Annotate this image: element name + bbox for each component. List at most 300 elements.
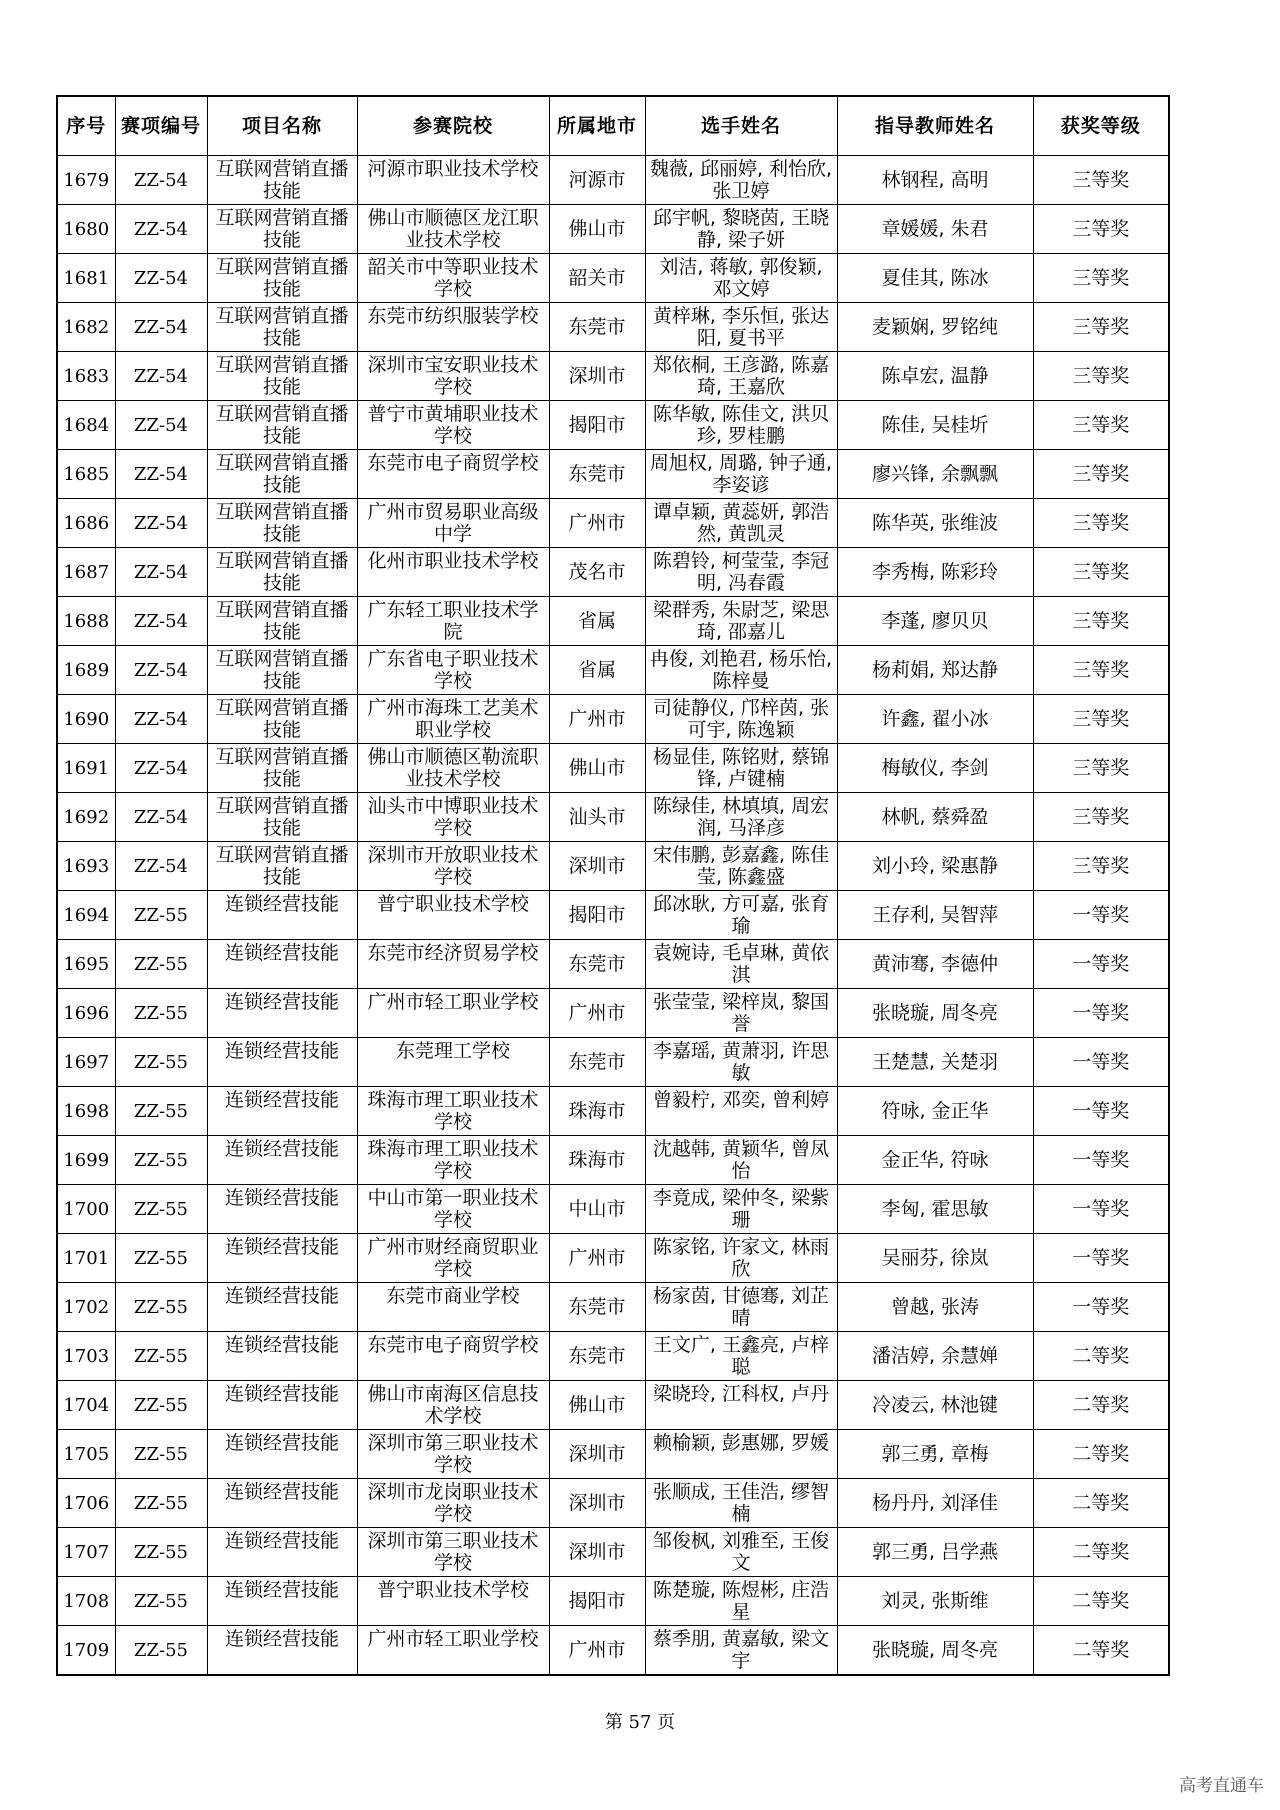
project-name-cell	[207, 597, 357, 646]
serial-number-cell: 1702	[57, 1283, 115, 1332]
school-name-text: 深圳市龙岗职业技术学校	[367, 1481, 539, 1525]
instructor-names-cell: 王存利, 吴智萍	[837, 891, 1033, 940]
school-name-text: 佛山市顺德区龙江职业技术学校	[367, 207, 539, 251]
project-name-text: 连锁经营技能	[224, 1383, 339, 1405]
instructor-names-cell: 李秀梅, 陈彩玲	[837, 548, 1033, 597]
contestant-names-text: 刘洁, 蒋敏, 郭俊颖, 邓文婷	[659, 256, 823, 300]
school-name-text: 东莞市电子商贸学校	[367, 452, 539, 474]
city-cell: 深圳市	[549, 842, 645, 891]
instructor-names-cell: 章媛媛, 朱君	[837, 205, 1033, 254]
city-cell: 深圳市	[549, 1479, 645, 1528]
school-name-text: 中山市第一职业技术学校	[367, 1187, 539, 1231]
serial-number-cell: 1679	[57, 156, 115, 205]
table-row	[57, 695, 1169, 744]
award-level-cell: 一等奖	[1033, 1185, 1169, 1234]
project-name-text: 连锁经营技能	[224, 1481, 339, 1503]
city-cell: 佛山市	[549, 205, 645, 254]
city-cell: 佛山市	[549, 744, 645, 793]
instructor-names-cell: 吴丽芬, 徐岚	[837, 1234, 1033, 1283]
contestant-names-text: 沈越韩, 黄颖华, 曾凤怡	[652, 1138, 830, 1182]
event-code-cell: ZZ-55	[115, 940, 207, 989]
table-row	[57, 597, 1169, 646]
instructor-names-cell: 郭三勇, 章梅	[837, 1430, 1033, 1479]
project-name-cell	[207, 156, 357, 205]
city-cell: 广州市	[549, 695, 645, 744]
serial-number-cell: 1707	[57, 1528, 115, 1577]
award-level-cell: 一等奖	[1033, 1136, 1169, 1185]
project-name-cell	[207, 1038, 357, 1087]
event-code-cell: ZZ-54	[115, 842, 207, 891]
event-code-cell: ZZ-54	[115, 744, 207, 793]
school-name-cell	[357, 1332, 549, 1381]
contestant-names-cell	[645, 646, 837, 695]
city-cell: 广州市	[549, 1626, 645, 1676]
serial-number-cell: 1684	[57, 401, 115, 450]
city-cell: 中山市	[549, 1185, 645, 1234]
contestant-names-cell	[645, 1528, 837, 1577]
contestant-names-text: 周旭权, 周璐, 钟子通, 李姿谚	[649, 452, 833, 496]
award-level-cell: 三等奖	[1033, 254, 1169, 303]
project-name-text: 连锁经营技能	[224, 1285, 339, 1307]
city-cell: 广州市	[549, 499, 645, 548]
award-level-cell: 一等奖	[1033, 1234, 1169, 1283]
award-level-cell: 三等奖	[1033, 646, 1169, 695]
contestant-names-text: 邹俊枫, 刘雅至, 王俊文	[652, 1530, 830, 1574]
serial-number-cell: 1696	[57, 989, 115, 1038]
table-header-row	[57, 96, 1169, 156]
table-row	[57, 646, 1169, 695]
serial-number-cell: 1693	[57, 842, 115, 891]
school-name-cell	[357, 352, 549, 401]
column-header: 指导教师姓名	[837, 96, 1033, 156]
school-name-cell	[357, 1381, 549, 1430]
project-name-text: 互联网营销直播技能	[215, 403, 349, 447]
event-code-cell: ZZ-55	[115, 1234, 207, 1283]
school-name-text: 广州市轻工职业学校	[367, 991, 539, 1013]
project-name-text: 连锁经营技能	[224, 1628, 339, 1650]
serial-number-cell: 1701	[57, 1234, 115, 1283]
table-row	[57, 303, 1169, 352]
project-name-cell	[207, 1087, 357, 1136]
table-row	[57, 1038, 1169, 1087]
school-name-text: 深圳市宝安职业技术学校	[367, 354, 539, 398]
city-cell: 汕头市	[549, 793, 645, 842]
school-name-text: 河源市职业技术学校	[367, 158, 539, 180]
project-name-text: 连锁经营技能	[224, 1236, 339, 1258]
contestant-names-text: 赖榆颖, 彭惠娜, 罗媛	[652, 1432, 830, 1454]
project-name-cell	[207, 548, 357, 597]
school-name-text: 韶关市中等职业技术学校	[367, 256, 539, 300]
school-name-cell	[357, 499, 549, 548]
column-header: 选手姓名	[645, 96, 837, 156]
serial-number-cell: 1704	[57, 1381, 115, 1430]
school-name-text: 东莞市纺织服装学校	[367, 305, 539, 327]
contestant-names-text: 谭卓颖, 黄蕊妍, 郭浩然, 黄凯灵	[652, 501, 830, 545]
project-name-text: 互联网营销直播技能	[215, 256, 349, 300]
project-name-cell	[207, 205, 357, 254]
city-cell: 揭阳市	[549, 891, 645, 940]
table-row	[57, 499, 1169, 548]
project-name-text: 连锁经营技能	[224, 1579, 339, 1601]
city-cell: 韶关市	[549, 254, 645, 303]
contestant-names-text: 李嘉瑶, 黄萧羽, 许思敏	[652, 1040, 830, 1084]
table-row	[57, 989, 1169, 1038]
instructor-names-cell: 陈华英, 张维波	[837, 499, 1033, 548]
watermark-logo-text: 高考直通车	[1179, 1776, 1264, 1796]
project-name-cell	[207, 989, 357, 1038]
instructor-names-cell: 刘小玲, 梁惠静	[837, 842, 1033, 891]
city-cell: 省属	[549, 646, 645, 695]
contestant-names-cell	[645, 1577, 837, 1626]
city-cell: 佛山市	[549, 1381, 645, 1430]
event-code-cell: ZZ-55	[115, 1136, 207, 1185]
table-row	[57, 401, 1169, 450]
school-name-cell	[357, 597, 549, 646]
city-cell: 珠海市	[549, 1136, 645, 1185]
instructor-names-cell: 王楚慧, 关楚羽	[837, 1038, 1033, 1087]
table-row	[57, 1283, 1169, 1332]
award-level-cell: 二等奖	[1033, 1430, 1169, 1479]
school-name-cell	[357, 1185, 549, 1234]
contestant-names-cell	[645, 156, 837, 205]
project-name-text: 互联网营销直播技能	[215, 452, 349, 496]
table-row	[57, 842, 1169, 891]
serial-number-cell: 1709	[57, 1626, 115, 1676]
city-cell: 深圳市	[549, 1430, 645, 1479]
project-name-cell	[207, 695, 357, 744]
school-name-text: 东莞理工学校	[395, 1040, 510, 1062]
instructor-names-cell: 张晓璇, 周冬亮	[837, 1626, 1033, 1676]
city-cell: 省属	[549, 597, 645, 646]
contestant-names-cell	[645, 450, 837, 499]
school-name-text: 广州市海珠工艺美术职业学校	[367, 697, 539, 741]
contestant-names-text: 蔡季朋, 黄嘉敏, 梁文宇	[652, 1628, 830, 1672]
contestant-names-cell	[645, 695, 837, 744]
school-name-text: 东莞市电子商贸学校	[367, 1334, 539, 1356]
table-row	[57, 1577, 1169, 1626]
project-name-text: 连锁经营技能	[224, 1187, 339, 1209]
serial-number-cell: 1690	[57, 695, 115, 744]
award-level-cell: 一等奖	[1033, 940, 1169, 989]
city-cell: 东莞市	[549, 1283, 645, 1332]
event-code-cell: ZZ-54	[115, 499, 207, 548]
school-name-cell	[357, 156, 549, 205]
school-name-cell	[357, 303, 549, 352]
project-name-cell	[207, 352, 357, 401]
instructor-names-cell: 金正华, 符咏	[837, 1136, 1033, 1185]
serial-number-cell: 1692	[57, 793, 115, 842]
project-name-text: 连锁经营技能	[224, 1089, 339, 1111]
table-row	[57, 254, 1169, 303]
project-name-text: 互联网营销直播技能	[215, 501, 349, 545]
serial-number-cell: 1682	[57, 303, 115, 352]
table-row	[57, 205, 1169, 254]
city-cell: 珠海市	[549, 1087, 645, 1136]
school-name-cell	[357, 1087, 549, 1136]
school-name-cell	[357, 695, 549, 744]
project-name-cell	[207, 499, 357, 548]
city-cell: 广州市	[549, 1234, 645, 1283]
award-level-cell: 三等奖	[1033, 842, 1169, 891]
project-name-text: 连锁经营技能	[224, 1334, 339, 1356]
city-cell: 东莞市	[549, 450, 645, 499]
table-row	[57, 1381, 1169, 1430]
contestant-names-cell	[645, 597, 837, 646]
city-cell: 广州市	[549, 989, 645, 1038]
instructor-names-cell: 陈卓宏, 温静	[837, 352, 1033, 401]
event-code-cell: ZZ-54	[115, 156, 207, 205]
project-name-text: 互联网营销直播技能	[215, 844, 349, 888]
project-name-text: 互联网营销直播技能	[215, 697, 349, 741]
serial-number-cell: 1699	[57, 1136, 115, 1185]
school-name-cell	[357, 1234, 549, 1283]
instructor-names-cell: 曾越, 张涛	[837, 1283, 1033, 1332]
school-name-cell	[357, 450, 549, 499]
project-name-text: 互联网营销直播技能	[215, 158, 349, 202]
city-cell: 东莞市	[549, 303, 645, 352]
contestant-names-text: 陈楚璇, 陈煜彬, 庄浩星	[652, 1579, 830, 1623]
table-row	[57, 1479, 1169, 1528]
award-level-cell: 三等奖	[1033, 793, 1169, 842]
contestant-names-cell	[645, 744, 837, 793]
school-name-text: 佛山市南海区信息技术学校	[367, 1383, 539, 1427]
project-name-cell	[207, 1381, 357, 1430]
award-level-cell: 一等奖	[1033, 1087, 1169, 1136]
project-name-text: 连锁经营技能	[224, 942, 339, 964]
event-code-cell: ZZ-54	[115, 352, 207, 401]
instructor-names-cell: 黄沛骞, 李德仲	[837, 940, 1033, 989]
school-name-cell	[357, 548, 549, 597]
award-level-cell: 三等奖	[1033, 352, 1169, 401]
contestant-names-cell	[645, 303, 837, 352]
school-name-text: 普宁市黄埔职业技术学校	[367, 403, 539, 447]
award-level-cell: 二等奖	[1033, 1577, 1169, 1626]
award-level-cell: 一等奖	[1033, 989, 1169, 1038]
school-name-text: 深圳市第三职业技术学校	[367, 1432, 539, 1476]
school-name-text: 化州市职业技术学校	[367, 550, 539, 572]
column-header: 项目名称	[207, 96, 357, 156]
contestant-names-cell	[645, 1479, 837, 1528]
school-name-cell	[357, 1038, 549, 1087]
city-cell: 东莞市	[549, 940, 645, 989]
contestant-names-text: 陈华敏, 陈佳文, 洪贝珍, 罗桂鹏	[652, 403, 830, 447]
contestant-names-text: 陈家铭, 许家文, 林雨欣	[652, 1236, 830, 1280]
contestant-names-cell	[645, 499, 837, 548]
instructor-names-cell: 梅敏仪, 李剑	[837, 744, 1033, 793]
project-name-cell	[207, 842, 357, 891]
serial-number-cell: 1689	[57, 646, 115, 695]
event-code-cell: ZZ-55	[115, 1528, 207, 1577]
contestant-names-cell	[645, 1332, 837, 1381]
event-code-cell: ZZ-55	[115, 1038, 207, 1087]
serial-number-cell: 1694	[57, 891, 115, 940]
contestant-names-cell	[645, 842, 837, 891]
instructor-names-cell: 潘洁婷, 余慧婵	[837, 1332, 1033, 1381]
contestant-names-text: 邱宇帆, 黎晓茵, 王晓静, 梁子妍	[652, 207, 830, 251]
school-name-text: 珠海市理工职业技术学校	[367, 1138, 539, 1182]
school-name-text: 东莞市商业学校	[386, 1285, 520, 1307]
award-level-cell: 三等奖	[1033, 597, 1169, 646]
contestant-names-text: 王文广, 王鑫亮, 卢梓聪	[652, 1334, 830, 1378]
event-code-cell: ZZ-55	[115, 1283, 207, 1332]
award-level-cell: 一等奖	[1033, 1283, 1169, 1332]
serial-number-cell: 1705	[57, 1430, 115, 1479]
contestant-names-text: 杨显佳, 陈铭财, 蔡锦锋, 卢键楠	[652, 746, 830, 790]
contestant-names-text: 张顺成, 王佳浩, 缪智楠	[652, 1481, 830, 1525]
instructor-names-cell: 林钢程, 高明	[837, 156, 1033, 205]
school-name-text: 广东轻工职业技术学院	[367, 599, 539, 643]
city-cell: 深圳市	[549, 1528, 645, 1577]
event-code-cell: ZZ-54	[115, 401, 207, 450]
contestant-names-cell	[645, 1283, 837, 1332]
table-row	[57, 1087, 1169, 1136]
contestant-names-text: 冉俊, 刘艳君, 杨乐怡, 陈梓曼	[649, 648, 833, 692]
contestant-names-cell	[645, 1234, 837, 1283]
instructor-names-cell: 林帆, 蔡舜盈	[837, 793, 1033, 842]
project-name-text: 互联网营销直播技能	[215, 550, 349, 594]
project-name-cell	[207, 1332, 357, 1381]
contestant-names-text: 陈绿佳, 林填填, 周宏润, 马泽彦	[652, 795, 830, 839]
event-code-cell: ZZ-54	[115, 793, 207, 842]
project-name-cell	[207, 1283, 357, 1332]
event-code-cell: ZZ-54	[115, 450, 207, 499]
project-name-cell	[207, 1136, 357, 1185]
school-name-cell	[357, 1136, 549, 1185]
column-header: 序号	[57, 96, 115, 156]
project-name-text: 连锁经营技能	[224, 1040, 339, 1062]
serial-number-cell: 1688	[57, 597, 115, 646]
school-name-cell	[357, 1626, 549, 1676]
table-row	[57, 793, 1169, 842]
table-row	[57, 1430, 1169, 1479]
award-level-cell: 二等奖	[1033, 1626, 1169, 1676]
school-name-cell	[357, 1577, 549, 1626]
contestant-names-text: 宋伟鹏, 彭嘉鑫, 陈佳莹, 陈鑫盛	[652, 844, 830, 888]
award-level-cell: 三等奖	[1033, 450, 1169, 499]
event-code-cell: ZZ-55	[115, 1577, 207, 1626]
award-level-cell: 二等奖	[1033, 1528, 1169, 1577]
project-name-cell	[207, 401, 357, 450]
award-level-cell: 二等奖	[1033, 1332, 1169, 1381]
table-row	[57, 1626, 1169, 1676]
project-name-text: 互联网营销直播技能	[215, 599, 349, 643]
city-cell: 东莞市	[549, 1332, 645, 1381]
award-level-cell: 二等奖	[1033, 1381, 1169, 1430]
instructor-names-cell: 李匈, 霍思敏	[837, 1185, 1033, 1234]
instructor-names-cell: 廖兴锋, 余飘飘	[837, 450, 1033, 499]
city-cell: 河源市	[549, 156, 645, 205]
project-name-text: 互联网营销直播技能	[215, 305, 349, 349]
contestant-names-text: 魏薇, 邱丽婷, 利怡欣, 张卫婷	[649, 158, 833, 202]
school-name-cell	[357, 940, 549, 989]
award-level-cell: 三等奖	[1033, 744, 1169, 793]
award-level-cell: 三等奖	[1033, 499, 1169, 548]
contestant-names-text: 黄梓琳, 李乐恒, 张达阳, 夏书平	[652, 305, 830, 349]
award-level-cell: 三等奖	[1033, 548, 1169, 597]
school-name-text: 广州市贸易职业高级中学	[367, 501, 539, 545]
contestant-names-text: 陈碧铃, 柯莹莹, 李冠明, 冯春霞	[652, 550, 830, 594]
column-header: 赛项编号	[115, 96, 207, 156]
school-name-text: 广东省电子职业技术学校	[367, 648, 539, 692]
serial-number-cell: 1680	[57, 205, 115, 254]
instructor-names-cell: 刘灵, 张斯维	[837, 1577, 1033, 1626]
school-name-text: 深圳市开放职业技术学校	[367, 844, 539, 888]
school-name-cell	[357, 401, 549, 450]
award-level-cell: 三等奖	[1033, 156, 1169, 205]
project-name-cell	[207, 450, 357, 499]
serial-number-cell: 1708	[57, 1577, 115, 1626]
table-row	[57, 450, 1169, 499]
project-name-text: 连锁经营技能	[224, 1432, 339, 1454]
serial-number-cell: 1698	[57, 1087, 115, 1136]
contestant-names-text: 袁婉诗, 毛卓琳, 黄依淇	[652, 942, 830, 986]
contestant-names-cell	[645, 940, 837, 989]
serial-number-cell: 1695	[57, 940, 115, 989]
school-name-text: 珠海市理工职业技术学校	[367, 1089, 539, 1133]
page-number: 第 57 页	[604, 1712, 676, 1733]
project-name-cell	[207, 1185, 357, 1234]
serial-number-cell: 1706	[57, 1479, 115, 1528]
serial-number-cell: 1685	[57, 450, 115, 499]
project-name-cell	[207, 891, 357, 940]
table-row	[57, 352, 1169, 401]
school-name-cell	[357, 1283, 549, 1332]
serial-number-cell: 1687	[57, 548, 115, 597]
table-row	[57, 1332, 1169, 1381]
project-name-text: 互联网营销直播技能	[215, 795, 349, 839]
school-name-text: 深圳市第三职业技术学校	[367, 1530, 539, 1574]
contestant-names-cell	[645, 1038, 837, 1087]
contestant-names-text: 李竟成, 梁仲冬, 梁紫珊	[652, 1187, 830, 1231]
column-header: 参赛院校	[357, 96, 549, 156]
contestant-names-cell	[645, 1626, 837, 1676]
school-name-text: 佛山市顺德区勒流职业技术学校	[367, 746, 539, 790]
contestant-names-text: 郑依桐, 王彦潞, 陈嘉琦, 王嘉欣	[652, 354, 830, 398]
instructor-names-cell: 冷凌云, 林池键	[837, 1381, 1033, 1430]
instructor-names-cell: 许鑫, 翟小冰	[837, 695, 1033, 744]
table-row	[57, 891, 1169, 940]
project-name-cell	[207, 744, 357, 793]
contestant-names-cell	[645, 401, 837, 450]
serial-number-cell: 1683	[57, 352, 115, 401]
contestant-names-cell	[645, 793, 837, 842]
project-name-cell	[207, 1528, 357, 1577]
event-code-cell: ZZ-55	[115, 891, 207, 940]
contestant-names-text: 梁晓玲, 江科权, 卢丹	[652, 1383, 830, 1405]
column-header: 获奖等级	[1033, 96, 1169, 156]
table-row	[57, 156, 1169, 205]
project-name-cell	[207, 940, 357, 989]
school-name-cell	[357, 646, 549, 695]
table-row	[57, 1185, 1169, 1234]
contestant-names-text: 司徒静仪, 邝梓茵, 张可宇, 陈逸颖	[652, 697, 830, 741]
event-code-cell: ZZ-54	[115, 597, 207, 646]
column-header: 所属地市	[549, 96, 645, 156]
instructor-names-cell: 郭三勇, 吕学燕	[837, 1528, 1033, 1577]
table-body	[57, 156, 1169, 1676]
award-level-cell: 一等奖	[1033, 891, 1169, 940]
serial-number-cell: 1697	[57, 1038, 115, 1087]
contestant-names-cell	[645, 1381, 837, 1430]
contestant-names-cell	[645, 352, 837, 401]
event-code-cell: ZZ-55	[115, 1332, 207, 1381]
school-name-text: 广州市财经商贸职业学校	[367, 1236, 539, 1280]
table-row	[57, 1234, 1169, 1283]
table-row	[57, 744, 1169, 793]
instructor-names-cell: 陈佳, 吴桂圻	[837, 401, 1033, 450]
event-code-cell: ZZ-54	[115, 695, 207, 744]
instructor-names-cell: 杨莉娟, 郑达静	[837, 646, 1033, 695]
